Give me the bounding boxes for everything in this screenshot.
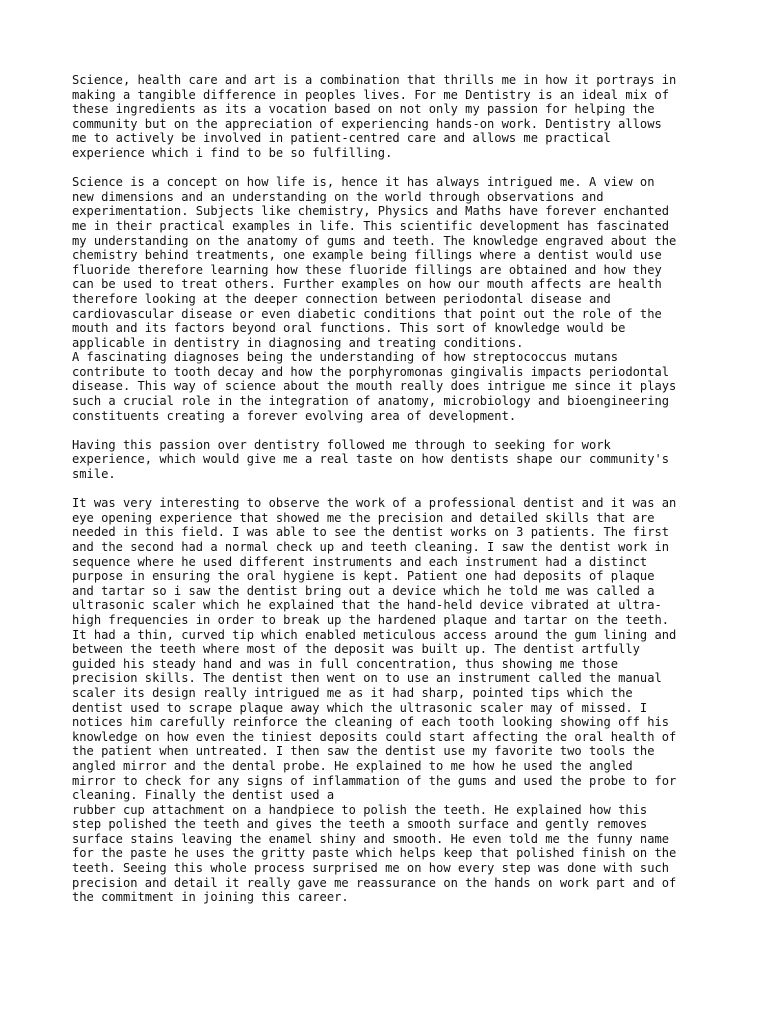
text-line: the patient when untreated. I then saw the dentist use my favorite two tools the	[72, 744, 655, 759]
text-line: chemistry behind treatments, one example being fillings where a dentist would use	[72, 248, 662, 263]
text-line: me in their practical examples in life. This scientific development has fascinated	[72, 218, 670, 233]
text-line: making a tangible difference in peoples lives. For me Dentistry is an ideal mix of	[72, 87, 670, 102]
text-line: fluoride therefore learning how these fluoride fillings are obtained and how they	[72, 262, 662, 277]
text-line: and tartar so i saw the dentist bring out a device which he told me was called a	[72, 583, 655, 598]
text-line: teeth. Seeing this whole process surprised me on how every step was done with such	[72, 861, 670, 876]
text-line: smile.	[72, 467, 116, 482]
text-line: between the teeth where most of the deposit was built up. The dentist artfully	[72, 642, 640, 657]
text-line: dentist used to scrape plaque away which the ultrasonic scaler may of missed. I	[72, 700, 648, 715]
text-line: constituents creating a forever evolving area of development.	[72, 408, 517, 423]
text-line: for the paste he uses the gritty paste which helps keep that polished finish on the	[72, 846, 677, 861]
text-line: experience, which would give me a real taste on how dentists shape our community's	[72, 452, 670, 467]
text-line: experience which i find to be so fulfilling.	[72, 145, 393, 160]
text-line: precision and detail it really gave me reassurance on the hands on work part and of	[72, 875, 677, 890]
text-line: mouth and its factors beyond oral functions. This sort of knowledge would be	[72, 321, 626, 336]
text-line: high frequencies in order to break up the hardened plaque and tartar on the teeth.	[72, 612, 670, 627]
text-line: applicable in dentistry in diagnosing and treating conditions.	[72, 335, 524, 350]
text-line: cardiovascular disease or even diabetic conditions that point out the role of the	[72, 306, 662, 321]
text-line: me to actively be involved in patient-centred care and allows me practical	[72, 131, 611, 146]
text-line: new dimensions and an understanding on the world through observations and	[72, 189, 604, 204]
text-line: knowledge on how even the tiniest deposits could start affecting the oral health of	[72, 729, 677, 744]
text-line: mirror to check for any signs of inflammation of the gums and used the probe to for	[72, 773, 677, 788]
text-line: It had a thin, curved tip which enabled meticulous access around the gum lining and	[72, 627, 677, 642]
paragraph-science	[72, 175, 712, 350]
text-line: therefore looking at the deeper connection between periodontal disease and	[72, 291, 611, 306]
text-line: eye opening experience that showed me the precision and detailed skills that are	[72, 510, 655, 525]
text-line: experimentation. Subjects like chemistry, Physics and Maths have forever enchanted	[72, 204, 670, 219]
text-line: guided his steady hand and was in full concentration, thus showing me those	[72, 656, 619, 671]
paragraph-work-experience	[72, 496, 712, 905]
text-line: Having this passion over dentistry followed me through to seeking for work	[72, 437, 611, 452]
text-line: such a crucial role in the integration of anatomy, microbiology and bioengineering	[72, 394, 670, 409]
text-line: step polished the teeth and gives the teeth a smooth surface and gently removes	[72, 817, 648, 832]
text-line: can be used to treat others. Further examples on how our mouth affects are health	[72, 277, 662, 292]
text-line: rubber cup attachment on a handpiece to polish the teeth. He explained how this	[72, 802, 648, 817]
text-line: disease. This way of science about the mouth really does intrigue me since it plays	[72, 379, 677, 394]
text-line: It was very interesting to observe the work of a professional dentist and it was an	[72, 496, 677, 511]
text-line: community but on the appreciation of experiencing hands-on work. Dentistry allows	[72, 116, 662, 131]
text-line: Science, health care and art is a combination that thrills me in how it portrays in	[72, 73, 677, 87]
text-line: cleaning. Finally the dentist used a	[72, 788, 335, 803]
text-line: surface stains leaving the enamel shiny and smooth. He even told me the funny name	[72, 831, 670, 846]
text-line: and the second had a normal check up and teeth cleaning. I saw the dentist work in	[72, 540, 670, 554]
text-line: Science is a concept on how life is, hence it has always intrigued me. A view on	[72, 175, 655, 190]
text-line: scaler its design really intrigued me as it had sharp, pointed tips which the	[72, 685, 633, 700]
text-line: precision skills. The dentist then went on to use an instrument called the manual	[72, 671, 662, 686]
text-line: purpose in ensuring the oral hygiene is kept. Patient one had deposits of plaque	[72, 569, 655, 584]
text-line: needed in this field. I was able to see the dentist works on 3 patients. The first	[72, 525, 670, 540]
text-line: ultrasonic scaler which he explained that the hand-held device vibrated at ultra-	[72, 598, 662, 613]
text-line: notices him carefully reinforce the cleaning of each tooth looking showing off his	[72, 715, 670, 730]
text-line: sequence where he used different instruments and each instrument had a distinct	[72, 554, 648, 569]
text-line: contribute to tooth decay and how the porphyromonas gingivalis impacts periodontal	[72, 364, 670, 379]
text-line: angled mirror and the dental probe. He explained to me how he used the angled	[72, 758, 633, 773]
text-line: A fascinating diagnoses being the understanding of how streptococcus mutans	[72, 350, 619, 365]
paragraph-diagnoses	[72, 350, 712, 423]
paragraph-passion	[72, 438, 712, 482]
text-line: these ingredients as its a vocation based on not only my passion for helping the	[72, 102, 655, 117]
text-line: the commitment in joining this career.	[72, 890, 349, 905]
paragraph-intro	[72, 73, 712, 161]
text-line: my understanding on the anatomy of gums and teeth. The knowledge engraved about the	[72, 233, 677, 248]
